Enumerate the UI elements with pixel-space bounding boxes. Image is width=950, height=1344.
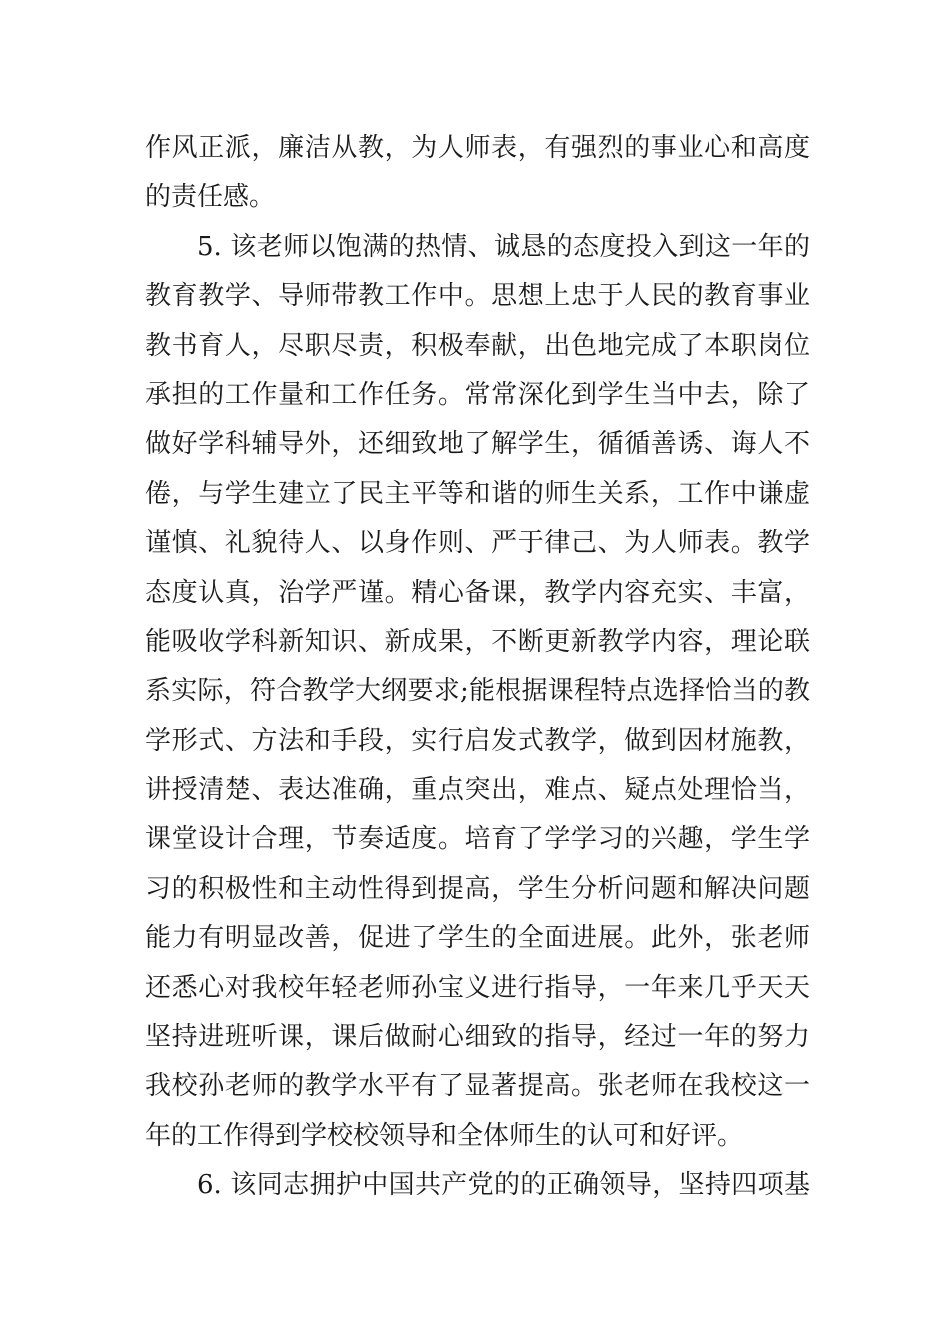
text-line: 倦，与学生建立了民主平等和谐的师生关系，工作中谦虚 [145, 478, 810, 509]
text-line: 教育教学、导师带教工作中。思想上忠于人民的教育事业 [145, 281, 810, 312]
text-line: 习的积极性和主动性得到提高，学生分析问题和解决问题 [145, 873, 810, 904]
paragraph-continued [145, 124, 810, 223]
document-body [145, 124, 810, 1211]
text-line: 的责任感。 [145, 182, 276, 213]
text-line: 系实际，符合教学大纲要求;能根据课程特点选择恰当的教 [145, 676, 810, 707]
text-line: 还悉心对我校年轻老师孙宝义进行指导，一年来几乎天天 [145, 972, 810, 1003]
text-line: 能吸收学科新知识、新成果，不断更新教学内容，理论联 [145, 626, 810, 657]
text-line: 作风正派，廉洁从教，为人师表，有强烈的事业心和高度 [145, 133, 810, 163]
text-line: 年的工作得到学校校领导和全体师生的认可和好评。 [145, 1120, 744, 1151]
text-line: 谨慎、礼貌待人、以身作则、严于律己、为人师表。教学 [145, 528, 810, 559]
text-line: 态度认真，治学严谨。精心备课，教学内容充实、丰富， [145, 577, 810, 608]
text-line: 课堂设计合理，节奏适度。培育了学学习的兴趣，学生学 [145, 824, 810, 855]
text-line: 6. 该同志拥护中国共产党的的正确领导，坚持四项基 [197, 1170, 810, 1201]
text-line: 学形式、方法和手段，实行启发式教学，做到因材施教， [145, 725, 810, 756]
text-line: 讲授清楚、表达准确，重点突出，难点、疑点处理恰当， [145, 775, 810, 806]
text-line: 承担的工作量和工作任务。常常深化到学生当中去，除了 [145, 379, 810, 410]
text-line: 5. 该老师以饱满的热情、诚恳的态度投入到这一年的 [197, 231, 810, 262]
paragraph-item-5 [145, 223, 810, 1161]
text-line: 坚持进班听课，课后做耐心细致的指导，经过一年的努力 [145, 1022, 810, 1053]
text-line: 教书育人，尽职尽责，积极奉献，出色地完成了本职岗位 [145, 330, 810, 361]
text-line: 做好学科辅导外，还细致地了解学生，循循善诱、诲人不 [145, 429, 810, 460]
text-line: 能力有明显改善，促进了学生的全面进展。此外，张老师 [145, 923, 810, 954]
text-line: 我校孙老师的教学水平有了显著提高。张老师在我校这一 [145, 1071, 810, 1102]
paragraph-item-6 [145, 1161, 810, 1210]
